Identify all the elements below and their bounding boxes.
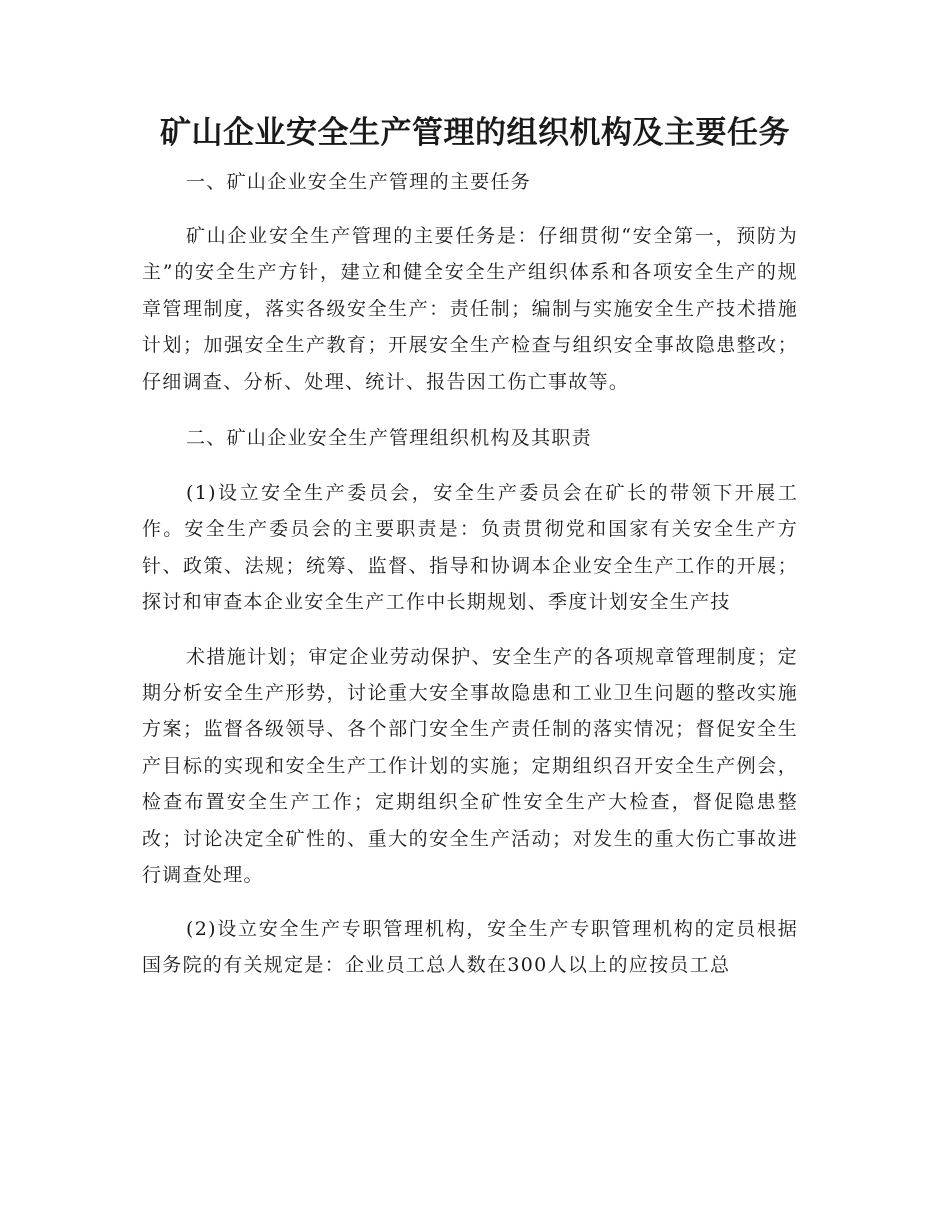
- document-title: 矿山企业安全生产管理的组织机构及主要任务: [160, 115, 790, 151]
- section-2-paragraph-3: (2)设立安全生产专职管理机构，安全生产专职管理机构的定员根据国务院的有关规定是：企业员工总人数在300人以上的应按员工总: [142, 917, 798, 976]
- section-2-paragraph-1: (1)设立安全生产委员会，安全生产委员会在矿长的带领下开展工作。安全生产委员会的主要职责是：负责贯彻党和国家有关安全生产方针、政策、法规；统筹、监督、指导和协调本企业安全生产工作的开展；探讨和审查本企业安全生产工作中长期规划、季度计划安全生产技: [142, 482, 798, 614]
- section-1-paragraph: 矿山企业安全生产管理的主要任务是：仔细贯彻“安全第一，预防为主”的安全生产方针，建立和健全安全生产组织体系和各项安全生产的规章管理制度，落实各级安全生产：责任制；编制与实施安全生产技术措施计划；加强安全生产教育；开展安全生产检查与组织安全事故隐患整改；仔细调查、分析、处理、统计、报告因工伤亡事故等。: [142, 225, 798, 393]
- section-2-paragraph-2: 术措施计划；审定企业劳动保护、安全生产的各项规章管理制度；定期分析安全生产形势，讨论重大安全事故隐患和工业卫生问题的整改实施方案；监督各级领导、各个部门安全生产责任制的落实情况；督促安全生产目标的实现和安全生产工作计划的实施；定期组织召开安全生产例会，检查布置安全生产工作；定期组织全矿性安全生产大检查，督促隐患整改；讨论决定全矿性的、重大的安全生产活动；对发生的重大伤亡事故进行调查处理。: [142, 645, 798, 887]
- section-2-heading: 二、矿山企业安全生产管理组织机构及其职责: [186, 427, 593, 450]
- document-body: [142, 164, 798, 983]
- section-1-heading: 一、矿山企业安全生产管理的主要任务: [186, 171, 532, 193]
